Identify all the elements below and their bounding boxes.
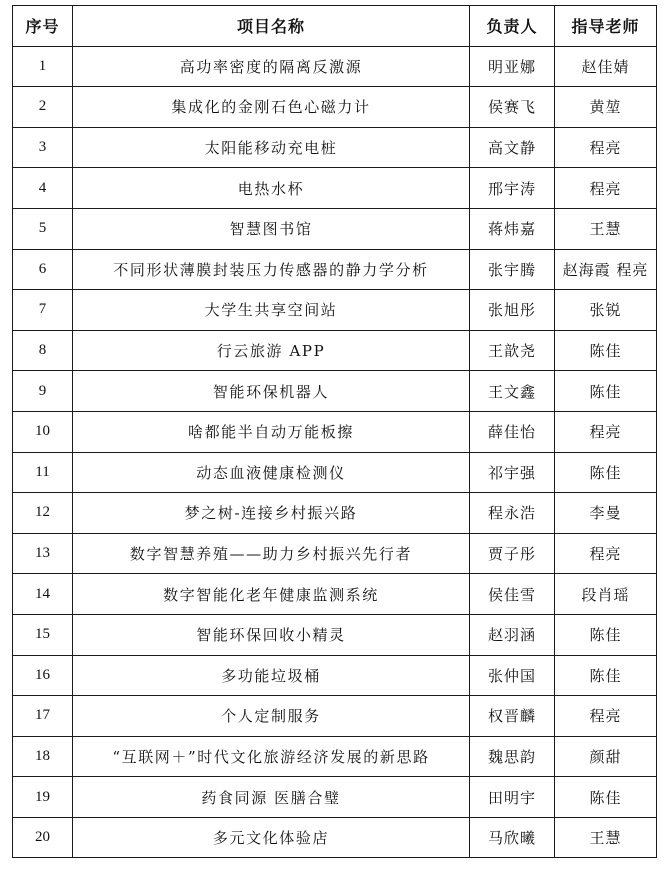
project-advisor: 程亮 — [555, 168, 657, 209]
row-number: 10 — [13, 411, 73, 452]
project-owner: 程永浩 — [470, 493, 555, 534]
project-name: 太阳能移动充电桩 — [73, 127, 470, 168]
row-number: 7 — [13, 290, 73, 331]
table-row — [13, 290, 657, 331]
row-number: 9 — [13, 371, 73, 412]
project-name: 智能环保回收小精灵 — [73, 614, 470, 655]
table-body — [13, 46, 657, 858]
row-number: 14 — [13, 574, 73, 615]
project-owner: 薛佳怡 — [470, 411, 555, 452]
table-row — [13, 249, 657, 290]
row-number: 15 — [13, 614, 73, 655]
table-row — [13, 208, 657, 249]
project-name: 数字智能化老年健康监测系统 — [73, 574, 470, 615]
table-row — [13, 736, 657, 777]
project-advisor: 陈佳 — [555, 330, 657, 371]
project-owner: 马欣曦 — [470, 817, 555, 858]
project-table — [12, 5, 657, 858]
table-row — [13, 696, 657, 737]
project-advisor: 段肖瑶 — [555, 574, 657, 615]
table-row — [13, 614, 657, 655]
project-owner: 田明宇 — [470, 777, 555, 818]
table-row — [13, 46, 657, 87]
project-name: 数字智慧养殖——助力乡村振兴先行者 — [73, 533, 470, 574]
header-owner: 负责人 — [470, 6, 555, 47]
project-owner: 明亚娜 — [470, 46, 555, 87]
row-number: 5 — [13, 208, 73, 249]
project-advisor: 程亮 — [555, 696, 657, 737]
row-number: 2 — [13, 87, 73, 128]
project-advisor: 李曼 — [555, 493, 657, 534]
table-row — [13, 371, 657, 412]
table-row — [13, 817, 657, 858]
project-advisor: 陈佳 — [555, 655, 657, 696]
header-advisor: 指导老师 — [555, 6, 657, 47]
project-owner: 邢宇涛 — [470, 168, 555, 209]
table-row — [13, 574, 657, 615]
header-row — [13, 6, 657, 47]
table-row — [13, 777, 657, 818]
row-number: 19 — [13, 777, 73, 818]
project-advisor: 陈佳 — [555, 452, 657, 493]
project-name: 不同形状薄膜封装压力传感器的静力学分析 — [73, 249, 470, 290]
project-owner: 侯佳雪 — [470, 574, 555, 615]
project-advisor: 赵海霞 程亮 — [555, 249, 657, 290]
project-owner: 魏思韵 — [470, 736, 555, 777]
row-number: 17 — [13, 696, 73, 737]
row-number: 4 — [13, 168, 73, 209]
table-row — [13, 493, 657, 534]
table-row — [13, 168, 657, 209]
project-name: 智慧图书馆 — [73, 208, 470, 249]
project-name: 药食同源 医膳合璧 — [73, 777, 470, 818]
project-owner: 祁宇强 — [470, 452, 555, 493]
table-row — [13, 655, 657, 696]
project-owner: 张仲国 — [470, 655, 555, 696]
project-owner: 蒋炜嘉 — [470, 208, 555, 249]
project-name: 个人定制服务 — [73, 696, 470, 737]
row-number: 11 — [13, 452, 73, 493]
project-advisor: 黄堃 — [555, 87, 657, 128]
project-name: 多元文化体验店 — [73, 817, 470, 858]
row-number: 8 — [13, 330, 73, 371]
project-owner: 王文鑫 — [470, 371, 555, 412]
project-owner: 赵羽涵 — [470, 614, 555, 655]
table-row — [13, 87, 657, 128]
table-row — [13, 533, 657, 574]
project-advisor: 程亮 — [555, 127, 657, 168]
project-advisor: 张锐 — [555, 290, 657, 331]
project-advisor: 陈佳 — [555, 777, 657, 818]
table-row — [13, 452, 657, 493]
project-advisor: 王慧 — [555, 208, 657, 249]
project-advisor: 颜甜 — [555, 736, 657, 777]
project-name: 动态血液健康检测仪 — [73, 452, 470, 493]
project-name: 大学生共享空间站 — [73, 290, 470, 331]
project-name: “互联网＋”时代文化旅游经济发展的新思路 — [73, 736, 470, 777]
project-name: 多功能垃圾桶 — [73, 655, 470, 696]
project-name: 智能环保机器人 — [73, 371, 470, 412]
project-name: 啥都能半自动万能板擦 — [73, 411, 470, 452]
project-owner: 权晋麟 — [470, 696, 555, 737]
row-number: 18 — [13, 736, 73, 777]
project-name: 集成化的金刚石色心磁力计 — [73, 87, 470, 128]
row-number: 16 — [13, 655, 73, 696]
row-number: 13 — [13, 533, 73, 574]
table-row — [13, 330, 657, 371]
project-owner: 张旭彤 — [470, 290, 555, 331]
project-name: 电热水杯 — [73, 168, 470, 209]
project-name: 梦之树-连接乡村振兴路 — [73, 493, 470, 534]
project-owner: 王歆尧 — [470, 330, 555, 371]
project-owner: 侯赛飞 — [470, 87, 555, 128]
project-owner: 高文静 — [470, 127, 555, 168]
row-number: 1 — [13, 46, 73, 87]
row-number: 6 — [13, 249, 73, 290]
table-header — [13, 6, 657, 47]
project-advisor: 王慧 — [555, 817, 657, 858]
table-row — [13, 127, 657, 168]
project-owner: 贾子彤 — [470, 533, 555, 574]
row-number: 12 — [13, 493, 73, 534]
row-number: 20 — [13, 817, 73, 858]
header-no: 序号 — [13, 6, 73, 47]
project-owner: 张宇腾 — [470, 249, 555, 290]
project-advisor: 程亮 — [555, 533, 657, 574]
row-number: 3 — [13, 127, 73, 168]
project-advisor: 赵佳婧 — [555, 46, 657, 87]
project-name: 行云旅游 APP — [73, 330, 470, 371]
project-name: 高功率密度的隔离反激源 — [73, 46, 470, 87]
table-row — [13, 411, 657, 452]
project-advisor: 陈佳 — [555, 371, 657, 412]
project-advisor: 程亮 — [555, 411, 657, 452]
header-project-name: 项目名称 — [73, 6, 470, 47]
project-advisor: 陈佳 — [555, 614, 657, 655]
